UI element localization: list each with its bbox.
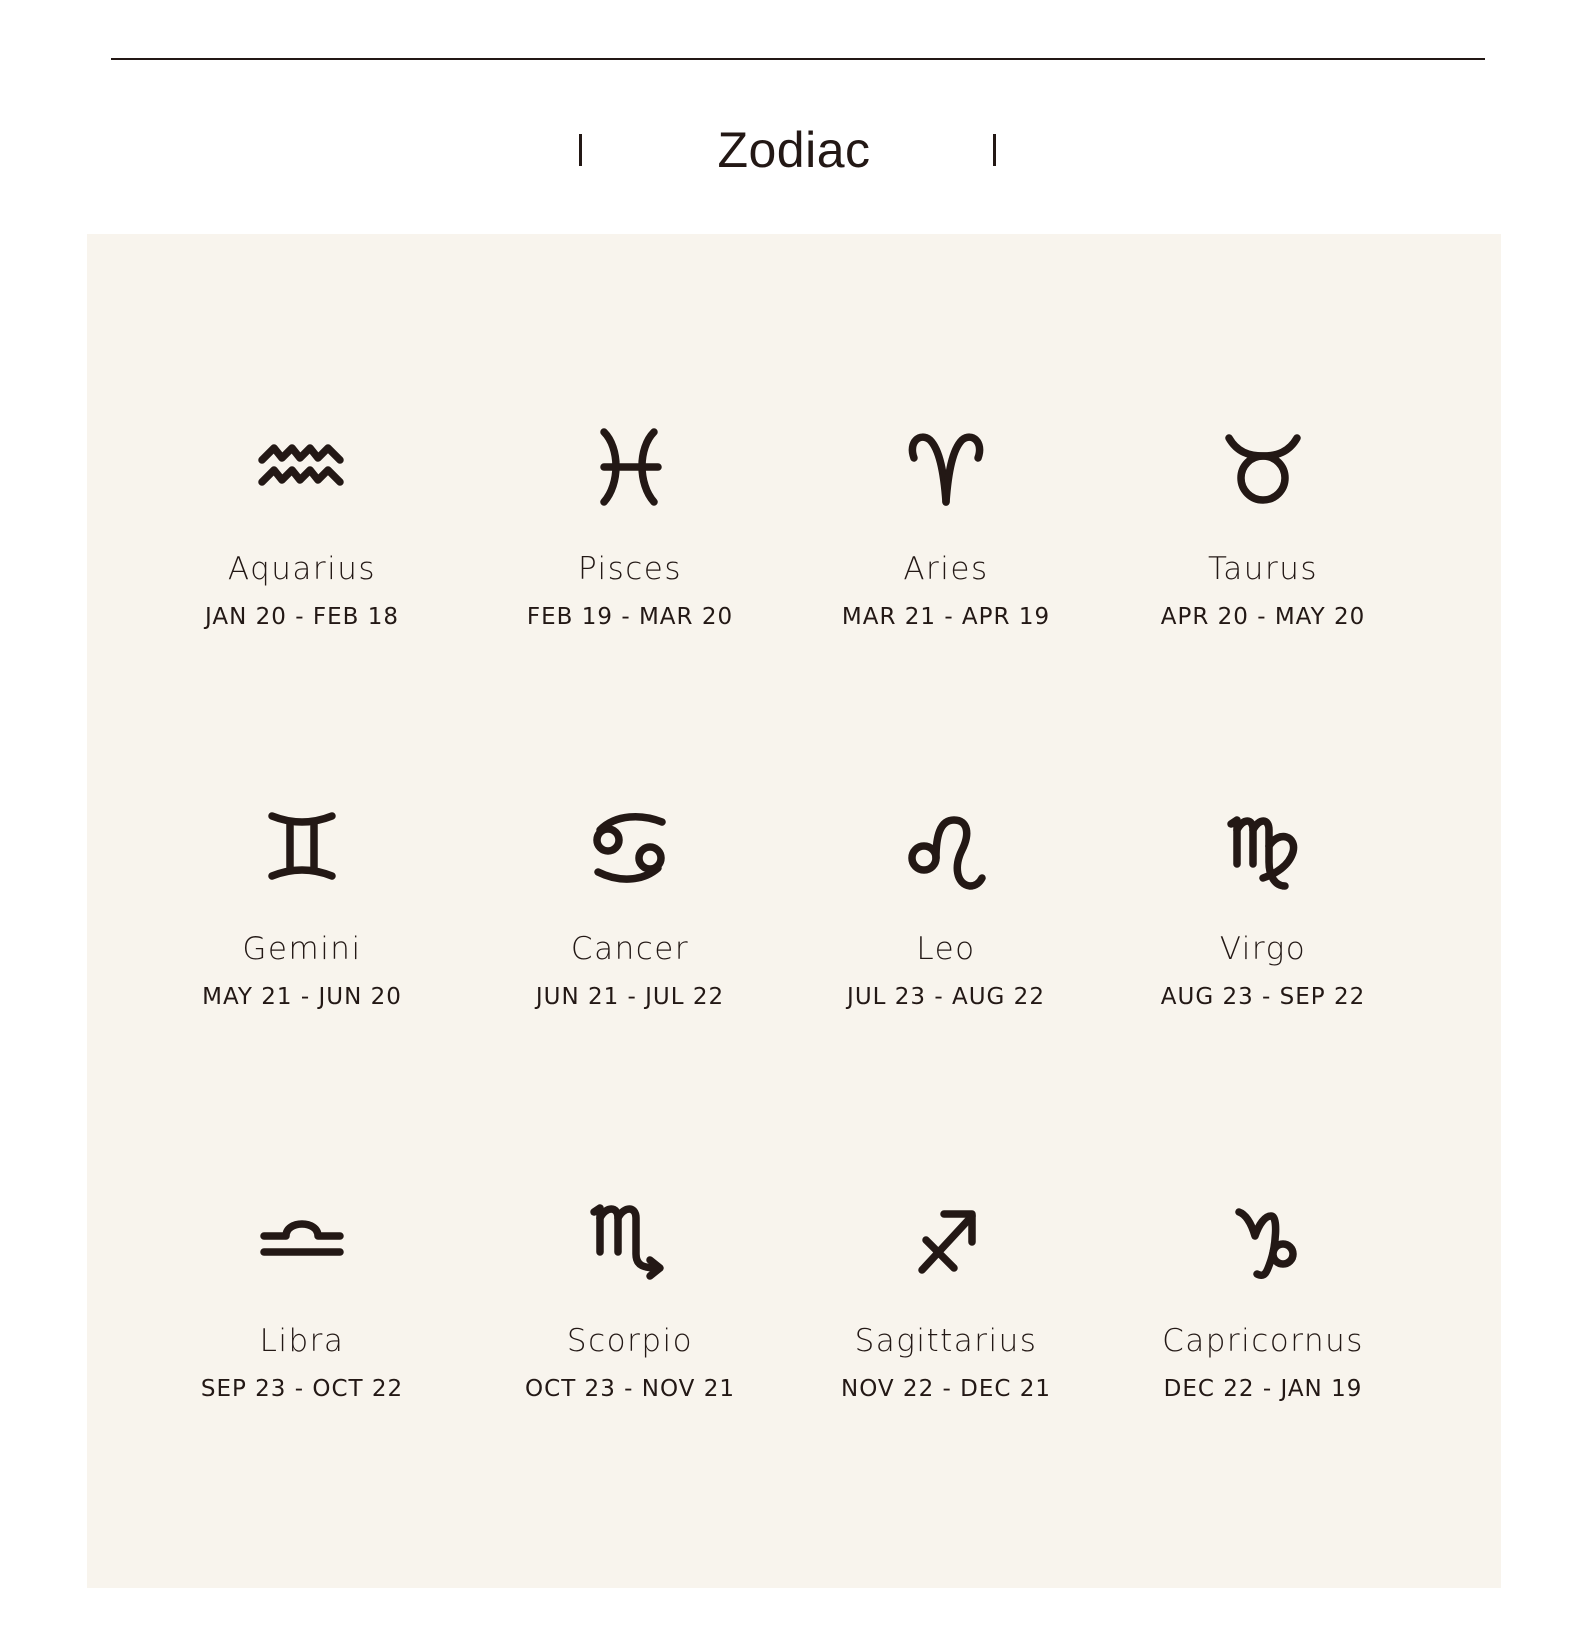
- sign-name: Virgo: [1219, 931, 1307, 967]
- gemini-icon: [252, 802, 352, 902]
- sign-card-taurus: [1113, 422, 1413, 682]
- sign-name: Scorpio: [566, 1323, 694, 1359]
- aquarius-icon: [252, 422, 352, 522]
- sign-name: Gemini: [242, 931, 362, 967]
- sign-dates: MAR 21 - APR 19: [841, 604, 1051, 630]
- sign-dates: APR 20 - MAY 20: [1160, 604, 1366, 630]
- leo-icon: [896, 802, 996, 902]
- sign-dates: NOV 22 - DEC 21: [840, 1376, 1052, 1402]
- scorpio-icon: [580, 1194, 680, 1294]
- virgo-icon: [1213, 802, 1313, 902]
- pisces-icon: [580, 422, 680, 522]
- sign-card-pisces: [480, 422, 780, 682]
- sign-card-scorpio: [480, 1194, 780, 1454]
- title-right-tick: [993, 134, 996, 166]
- top-divider: [111, 58, 1485, 60]
- sign-dates: JUL 23 - AUG 22: [847, 984, 1045, 1010]
- sign-dates: JUN 21 - JUL 22: [535, 984, 725, 1010]
- cancer-icon: [580, 802, 680, 902]
- title-bar: [0, 112, 1588, 188]
- sign-dates: SEP 23 - OCT 22: [200, 1376, 404, 1402]
- sign-name: Pisces: [577, 551, 683, 587]
- capricorn-icon: [1213, 1194, 1313, 1294]
- sign-dates: AUG 23 - SEP 22: [1160, 984, 1366, 1010]
- sign-name: Libra: [259, 1323, 345, 1359]
- zodiac-panel: [87, 234, 1501, 1588]
- sign-card-cancer: [480, 802, 780, 1062]
- sign-name: Aries: [903, 551, 989, 587]
- sign-card-capricorn: [1113, 1194, 1413, 1454]
- sign-card-aquarius: [152, 422, 452, 682]
- sign-dates: JAN 20 - FEB 18: [205, 604, 399, 630]
- sign-name: Leo: [916, 931, 976, 967]
- sign-dates: FEB 19 - MAR 20: [526, 604, 734, 630]
- sign-card-gemini: [152, 802, 452, 1062]
- sign-dates: MAY 21 - JUN 20: [202, 984, 402, 1010]
- sign-name: Cancer: [570, 931, 690, 967]
- sign-name: Sagittarius: [854, 1323, 1038, 1359]
- libra-icon: [252, 1194, 352, 1294]
- sign-card-libra: [152, 1194, 452, 1454]
- sign-name: Aquarius: [227, 551, 377, 587]
- aries-icon: [896, 422, 996, 522]
- sign-card-sagittarius: [796, 1194, 1096, 1454]
- taurus-icon: [1213, 422, 1313, 522]
- sign-card-leo: [796, 802, 1096, 1062]
- sign-name: Capricornus: [1162, 1323, 1364, 1359]
- page-title: Zodiac: [717, 122, 871, 178]
- sign-name: Taurus: [1208, 551, 1318, 587]
- sagittarius-icon: [896, 1194, 996, 1294]
- sign-dates: DEC 22 - JAN 19: [1163, 1376, 1363, 1402]
- sign-dates: OCT 23 - NOV 21: [525, 1376, 735, 1402]
- sign-card-aries: [796, 422, 1096, 682]
- sign-card-virgo: [1113, 802, 1413, 1062]
